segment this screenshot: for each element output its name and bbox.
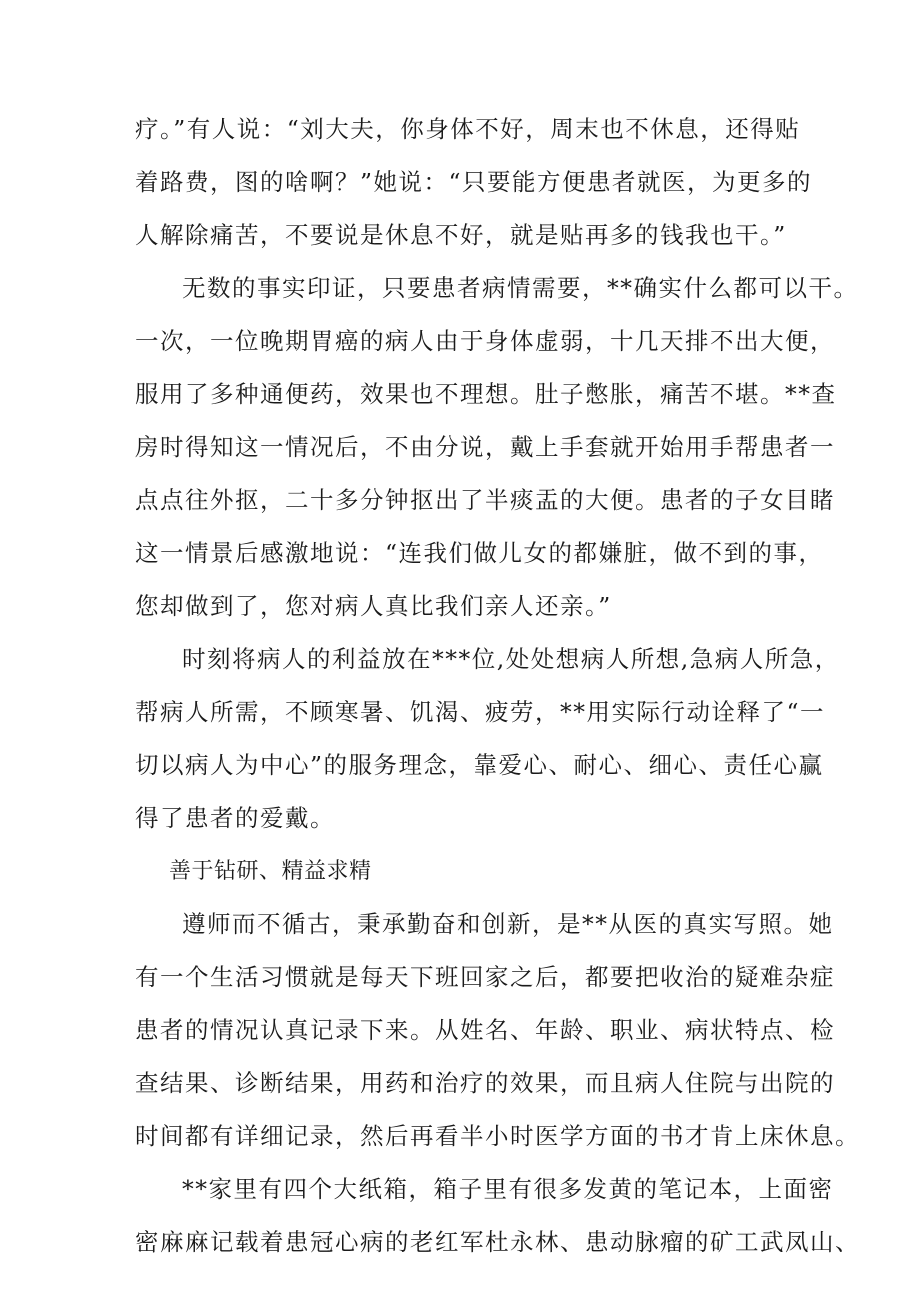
text-line: 有一个生活习惯就是每天下班回家之后，都要把收治的疑难杂症: [135, 963, 835, 991]
text-line: 患者的情况认真记录下来。从姓名、年龄、职业、病状特点、检: [135, 1016, 835, 1044]
paragraph-3: [135, 633, 840, 845]
document-body: [135, 103, 860, 1269]
paragraph-5: [135, 898, 860, 1163]
text-line: 查结果、诊断结果，用药和治疗的效果，而且病人住院与出院的: [135, 1069, 835, 1097]
text-line: 点点往外抠，二十多分钟抠出了半痰盂的大便。患者的子女目睹: [135, 486, 835, 514]
paragraph-2: [135, 262, 859, 633]
text-line: 这一情景后感激地说：“连我们做儿女的都嫌脏，做不到的事，: [135, 539, 824, 567]
section-heading-text: 善于钻研、精益求精: [169, 859, 372, 884]
text-line: 一次，一位晚期胃癌的病人由于身体虚弱，十几天排不出大便，: [135, 327, 835, 355]
text-line: 人解除痛苦，不要说是休息不好，就是贴再多的钱我也干。”: [135, 221, 787, 249]
text-line: 服用了多种通便药，效果也不理想。肚子憋胀，痛苦不堪。**查: [135, 380, 837, 408]
text-line: 密麻麻记载着患冠心病的老红军杜永林、患动脉瘤的矿工武凤山、: [135, 1228, 860, 1256]
section-heading: [135, 845, 800, 898]
text-line: 切以病人为中心”的服务理念，靠爱心、耐心、细心、责任心赢: [135, 751, 824, 779]
text-line: 您却做到了，您对病人真比我们亲人还亲。”: [135, 592, 612, 620]
text-line: 得了患者的爱戴。: [135, 804, 335, 832]
text-line: 着路费，图的啥啊？”她说：“只要能方便患者就医，为更多的: [135, 168, 813, 196]
text-line: 房时得知这一情况后，不由分说，戴上手套就开始用手帮患者一: [135, 433, 835, 461]
text-line: 遵师而不循古，秉承勤奋和创新，是**从医的真实写照。她: [182, 910, 834, 938]
text-line: **家里有四个大纸箱，箱子里有很多发黄的笔记本，上面密: [182, 1175, 834, 1203]
text-line: 时刻将病人的利益放在***位,处处想病人所想,急病人所急，: [182, 645, 840, 673]
text-line: 帮病人所需，不顾寒暑、饥渴、疲劳，**用实际行动诠释了“一: [135, 698, 826, 726]
text-line: 疗。”有人说：“刘大夫，你身体不好，周末也不休息，还得贴: [135, 115, 801, 143]
text-line: 时间都有详细记录，然后再看半小时医学方面的书才肯上床休息。: [135, 1122, 860, 1150]
text-line: 无数的事实印证，只要患者病情需要，**确实什么都可以干。: [182, 274, 859, 302]
paragraph-6: [135, 1163, 860, 1269]
paragraph-1: [135, 103, 813, 262]
